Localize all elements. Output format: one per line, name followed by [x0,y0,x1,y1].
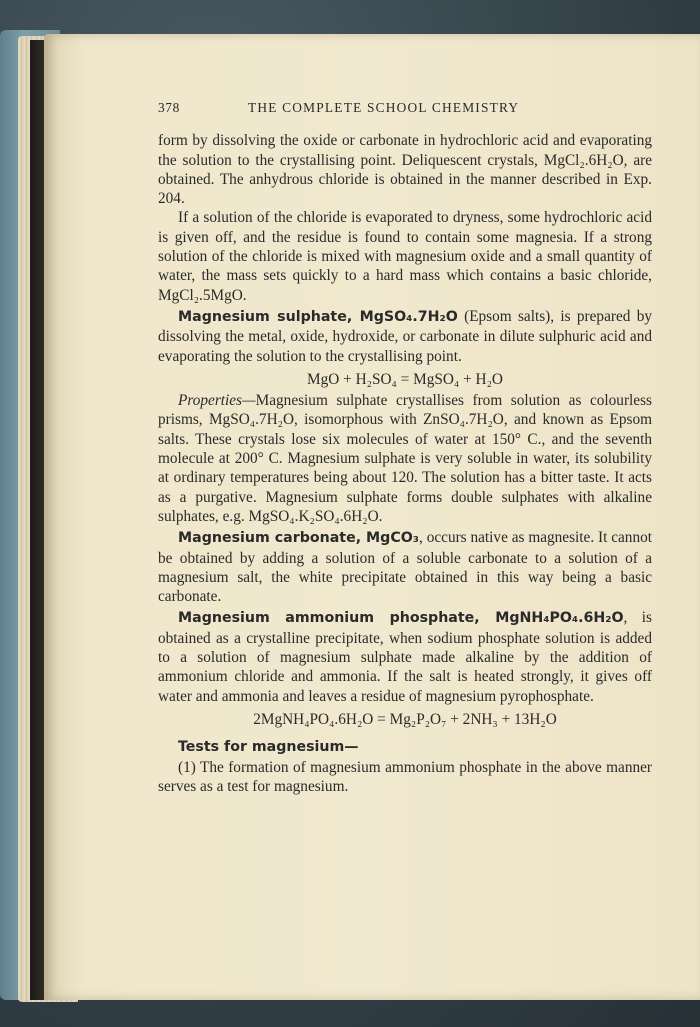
paragraph-properties [158,391,652,526]
heading-ammonium-phosphate: Magnesium ammonium phosphate, MgNH₄PO₄.6H₂O [178,610,624,627]
page-text [158,98,652,796]
paragraph-magnesium-carbonate [158,528,652,606]
page-number: 378 [158,100,180,115]
equation-pyrophosphate: 2MgNH₄PO₄.6H₂O = Mg₂P₂O₇ + 2NH₃ + 13H₂O [253,710,557,728]
heading-tests-for-magnesium: Tests for magnesium— [178,739,359,756]
paragraph-test-1: (1) The formation of magnesium ammonium phosphate in the above manner serves as a test for magnesium. [158,758,652,795]
heading-magnesium-sulphate: Magnesium sulphate, MgSO₄.7H₂O [178,308,458,325]
paragraph-ammonium-phosphate [158,608,652,705]
magnesium-sulphate-text: (Epsom salts), is prepared by dissolving the metal, oxide, hydroxide, or carbonate in dilute sulphuric acid and evaporating the solution to the crystallising point. [158,307,652,365]
paragraph-tests-heading [158,737,652,757]
running-header [158,98,652,117]
paragraph-chloride-preparation: form by dissolving the oxide or carbonate in hydrochloric acid and evaporating the solution to the crystallising point. Deliquescent crystals, MgCl₂.6H₂O, are obtained. The anhydrous chloride is obtained in the manner described in Exp. 204. [158,132,652,208]
running-title: THE COMPLETE SCHOOL CHEMISTRY [248,100,520,115]
properties-text: Magnesium sulphate crystallises from solution as colourless prisms, MgSO₄.7H₂O, isomorphous with ZnSO₄.7H₂O, and known as Epsom salts. These crystals lose six molecules of water at 150° C., and the seventh molecule at 200° C. Magnesium sulphate is very soluble in water, its solubility at ordinary temperatures being about 120. The solution has a bitter taste. It acts as a purgative. Magnesium sulphate forms double sulphates with alkaline sulphates, e.g. MgSO₄.K₂SO₄.6H₂O. [158,392,652,525]
magnesium-carbonate-text: , occurs native as magnesite. It cannot be obtained by adding a solution of a soluble carbonate to a solution of a magnesium salt, the white precipitate obtained in this way being a basic carbonate. [158,529,653,606]
ammonium-phosphate-text: , is obtained as a crystalline precipitate, when sodium phosphate solution is added to a solution of magnesium sulphate made alkaline by the addition of ammonium chloride and ammonia. If the salt is heated strongly, it gives off water and ammonia and leaves a residue of magnesium pyrophosphate. [158,609,652,705]
paragraph-magnesium-sulphate [158,307,652,366]
properties-label: Properties— [178,392,256,410]
heading-magnesium-carbonate: Magnesium carbonate, MgCO₃ [178,530,420,547]
equation-sulphate: MgO + H₂SO₄ = MgSO₄ + H₂O [307,370,503,388]
paragraph-chloride-evaporation: If a solution of the chloride is evaporated to dryness, some hydrochloric acid is given off, and the residue is found to contain some magnesia. If a strong solution of the chloride is mixed with magnesium oxide and a small quantity of water, the mass sets quickly to a hard mass which contains a basic chloride, MgCl₂.5MgO. [158,209,652,304]
